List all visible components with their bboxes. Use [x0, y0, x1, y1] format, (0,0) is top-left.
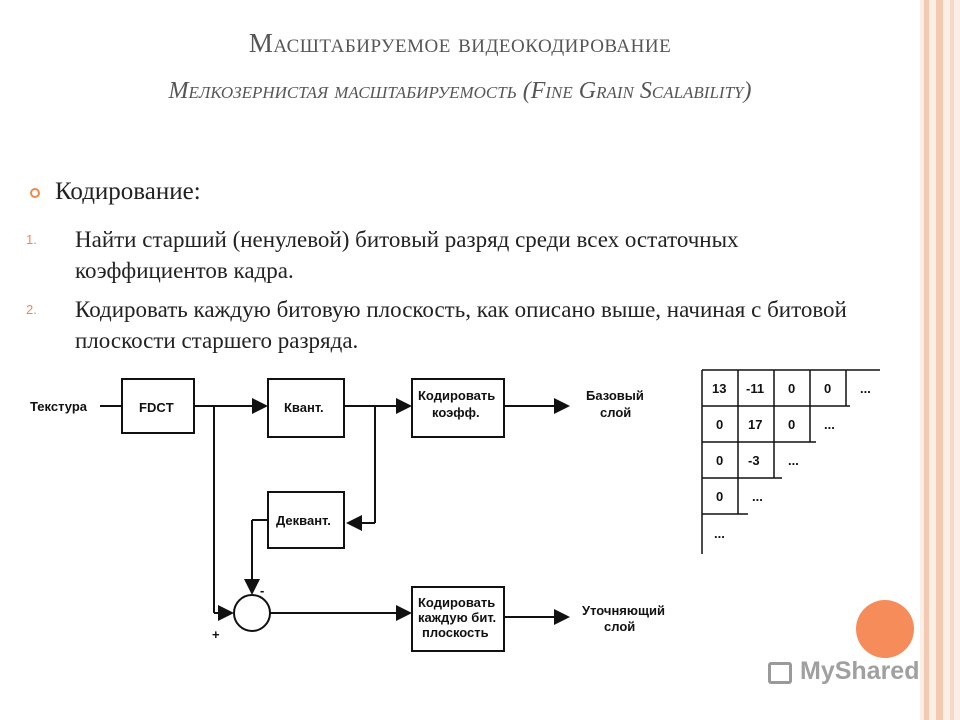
- decorative-stripes: [920, 0, 960, 720]
- code-bit-label-2: каждую бит.: [418, 610, 497, 625]
- cell: 13: [712, 381, 727, 396]
- fgs-encoder-diagram: [0, 355, 700, 675]
- list-number-1: 1.: [26, 232, 37, 247]
- dequant-label: Деквант.: [276, 513, 331, 528]
- section-label: Кодирование:: [55, 178, 201, 205]
- slide-title: Масштабируемое видеокодирование: [248, 28, 672, 58]
- code-bit-label-1: Кодировать: [418, 595, 496, 610]
- cell: 0: [716, 417, 724, 432]
- code-coef-label-2: коэфф.: [432, 405, 480, 420]
- code-bit-label-3: плоскость: [422, 625, 489, 640]
- list-item-1: Найти старший (ненулевой) битовый разряд среди всех остаточных коэффициентов кадра.: [75, 227, 739, 283]
- base-layer-label-1: Базовый: [586, 388, 644, 403]
- cell: 17: [748, 417, 763, 432]
- myshared-logo-icon: [768, 662, 792, 684]
- plus-sign: +: [212, 627, 220, 642]
- minus-sign: -: [260, 583, 265, 598]
- decorative-circle: [856, 600, 914, 658]
- input-label: Текстура: [30, 399, 88, 414]
- cell: ...: [714, 526, 725, 541]
- list-number-2: 2.: [26, 302, 37, 317]
- base-layer-label-2: слой: [600, 405, 632, 420]
- cell: ...: [824, 417, 835, 432]
- fdct-label: FDCT: [139, 400, 174, 415]
- cell: -3: [748, 453, 760, 468]
- list-item-2: Кодировать каждую битовую плоскость, как описано выше, начиная с битовой плоскости старшего разряда.: [75, 297, 847, 353]
- enh-layer-label-2: слой: [604, 619, 636, 634]
- cell: 0: [788, 417, 796, 432]
- cell: 0: [716, 489, 724, 504]
- bullet-ring-icon: [30, 188, 40, 198]
- cell: ...: [752, 489, 763, 504]
- cell: 0: [824, 381, 832, 396]
- cell: 0: [716, 453, 724, 468]
- enh-layer-label-1: Уточняющий: [582, 603, 665, 618]
- code-coef-label-1: Кодировать: [418, 388, 496, 403]
- coefficient-matrix: [700, 368, 890, 558]
- cell: ...: [788, 453, 799, 468]
- slide-subtitle: Мелкозернистая масштабируемость (Fine Grain Scalability): [168, 78, 752, 104]
- cell: 0: [788, 381, 796, 396]
- myshared-logo: MyShared: [800, 657, 920, 685]
- quant-label: Квант.: [284, 400, 324, 415]
- cell: -11: [746, 381, 765, 396]
- summing-junction: [234, 595, 270, 631]
- cell: ...: [860, 381, 871, 396]
